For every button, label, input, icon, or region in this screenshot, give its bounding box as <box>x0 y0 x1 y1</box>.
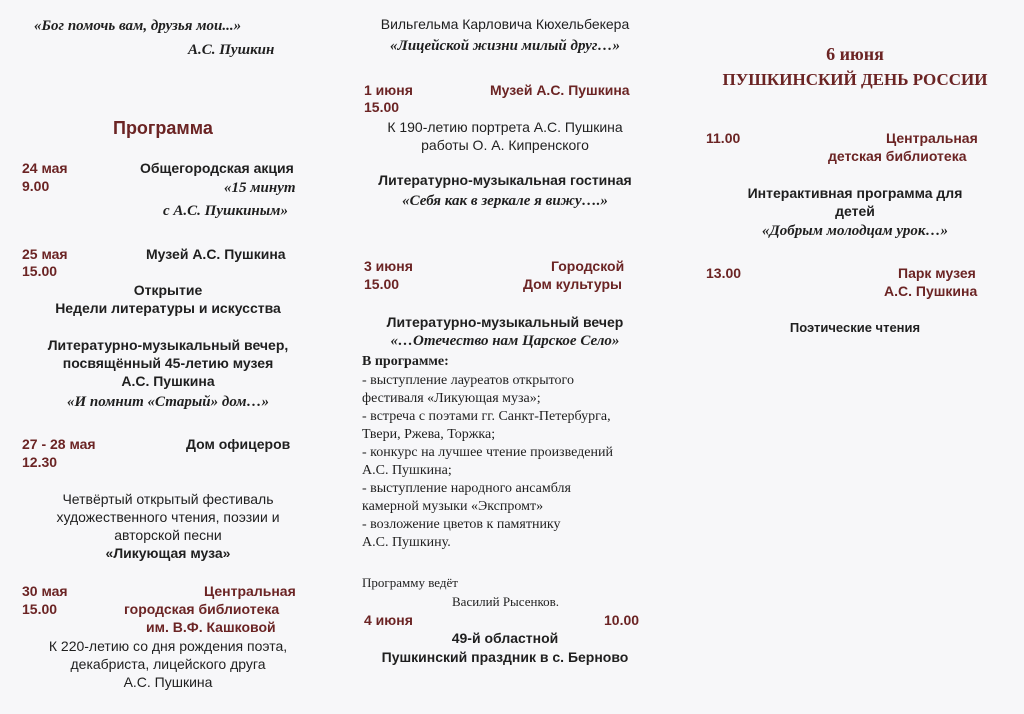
event-text: декабриста, лицейского друга <box>70 656 266 672</box>
day-heading: 6 июня <box>826 44 884 64</box>
event-date: 3 июня <box>364 258 413 274</box>
column-3 <box>700 0 1010 714</box>
event-time: 15.00 <box>364 276 400 292</box>
host-label: Программу ведёт <box>362 575 458 590</box>
event-title-line: «15 минут <box>224 180 296 196</box>
event-text: Интерактивная программа для <box>747 185 963 201</box>
event-text: Четвёртый открытый фестиваль <box>62 491 274 507</box>
event-date: 4 июня <box>364 612 413 628</box>
epigraph-author: А.С. Пушкин <box>188 42 275 58</box>
list-item: - конкурс на лучшее чтение произведений <box>362 445 613 460</box>
event-place: им. В.Ф. Кашковой <box>146 619 276 635</box>
list-item: - возложение цветов к памятнику <box>362 517 561 532</box>
event-text: Поэтические чтения <box>789 320 921 335</box>
list-item: фестиваля «Ликующая муза»; <box>362 391 541 406</box>
event-text: работы О. А. Кипренского <box>421 137 589 153</box>
event-date: 30 мая <box>22 583 68 599</box>
event-title-line: с А.С. Пушкиным» <box>163 203 288 219</box>
event-time: 15.00 <box>364 99 400 115</box>
event-text: А.С. Пушкина <box>121 373 215 389</box>
event-text: посвящённый 45-летию музея <box>62 355 274 371</box>
list-item: - выступление лауреатов открытого <box>362 373 574 388</box>
event-text: К 220-летию со дня рождения поэта, <box>48 638 288 654</box>
column-1 <box>18 0 318 714</box>
host-name: Василий Рысенков. <box>452 594 559 609</box>
event-place: Центральная <box>204 583 296 599</box>
event-text: К 190-летию портрета А.С. Пушкина <box>387 119 623 135</box>
event-text: Литературно-музыкальный вечер <box>386 314 624 330</box>
event-place: Дом культуры <box>523 276 622 292</box>
event-date: 27 - 28 мая <box>22 436 96 452</box>
event-time: 15.00 <box>22 601 58 617</box>
event-text: Литературно-музыкальная гостиная <box>378 172 632 188</box>
event-place: Парк музея <box>898 265 976 281</box>
event-place: Музей А.С. Пушкина <box>146 246 286 262</box>
event-title: «Добрым молодцам урок…» <box>762 223 948 239</box>
event-text: авторской песни <box>114 527 222 543</box>
event-place: Центральная <box>886 130 978 146</box>
event-date: 25 мая <box>22 246 68 262</box>
event-date: 24 мая <box>22 160 68 176</box>
event-time: 15.00 <box>22 263 58 279</box>
event-text: Открытие <box>133 282 203 298</box>
event-place: детская библиотека <box>828 148 967 164</box>
event-time: 12.30 <box>22 454 58 470</box>
event-place: Музей А.С. Пушкина <box>490 82 630 98</box>
event-place: Общегородская акция <box>140 160 294 176</box>
program-list <box>362 372 613 552</box>
list-item: А.С. Пушкину. <box>362 535 451 550</box>
event-date: 1 июня <box>364 82 413 98</box>
event-title: «Лицейской жизни милый друг…» <box>390 38 620 54</box>
program-intro: В программе: <box>362 354 449 369</box>
event-place: городская библиотека <box>124 601 280 617</box>
event-text: Вильгельма Карловича Кюхельбекера <box>380 16 630 32</box>
event-time: 11.00 <box>706 130 741 146</box>
list-item: камерной музыки «Экспромт» <box>362 499 544 514</box>
list-item: А.С. Пушкина; <box>362 463 452 478</box>
event-title: «Ликующая муза» <box>105 545 231 561</box>
event-text: Пушкинский праздник в с. Берново <box>381 649 629 665</box>
event-text: Недели литературы и искусства <box>55 300 281 316</box>
event-text: детей <box>835 203 875 219</box>
event-time: 9.00 <box>22 178 50 194</box>
event-text: Литературно-музыкальный вечер, <box>47 337 289 353</box>
event-text: А.С. Пушкина <box>123 674 213 690</box>
column-2 <box>360 0 660 714</box>
event-text: художественного чтения, поэзии и <box>56 509 280 525</box>
event-title: «Себя как в зеркале я вижу….» <box>402 193 608 209</box>
event-title: «И помнит «Старый» дом…» <box>66 394 270 410</box>
event-text: 49-й областной <box>451 630 559 646</box>
event-title: «…Отечество нам Царское Село» <box>390 333 620 349</box>
event-time: 13.00 <box>706 265 742 281</box>
list-item: - встреча с поэтами гг. Санкт-Петербурга, <box>362 409 611 424</box>
day-subheading: ПУШКИНСКИЙ ДЕНЬ РОССИИ <box>722 70 988 89</box>
list-item: - выступление народного ансамбля <box>362 481 571 496</box>
event-place: Городской <box>551 258 625 274</box>
event-place: А.С. Пушкина <box>884 283 978 299</box>
program-heading: Программа <box>113 118 213 138</box>
epigraph-quote: «Бог помочь вам, друзья мои...» <box>34 18 242 34</box>
event-time: 10.00 <box>604 612 640 628</box>
event-place: Дом офицеров <box>186 436 291 452</box>
list-item: Твери, Ржева, Торжка; <box>362 427 496 442</box>
